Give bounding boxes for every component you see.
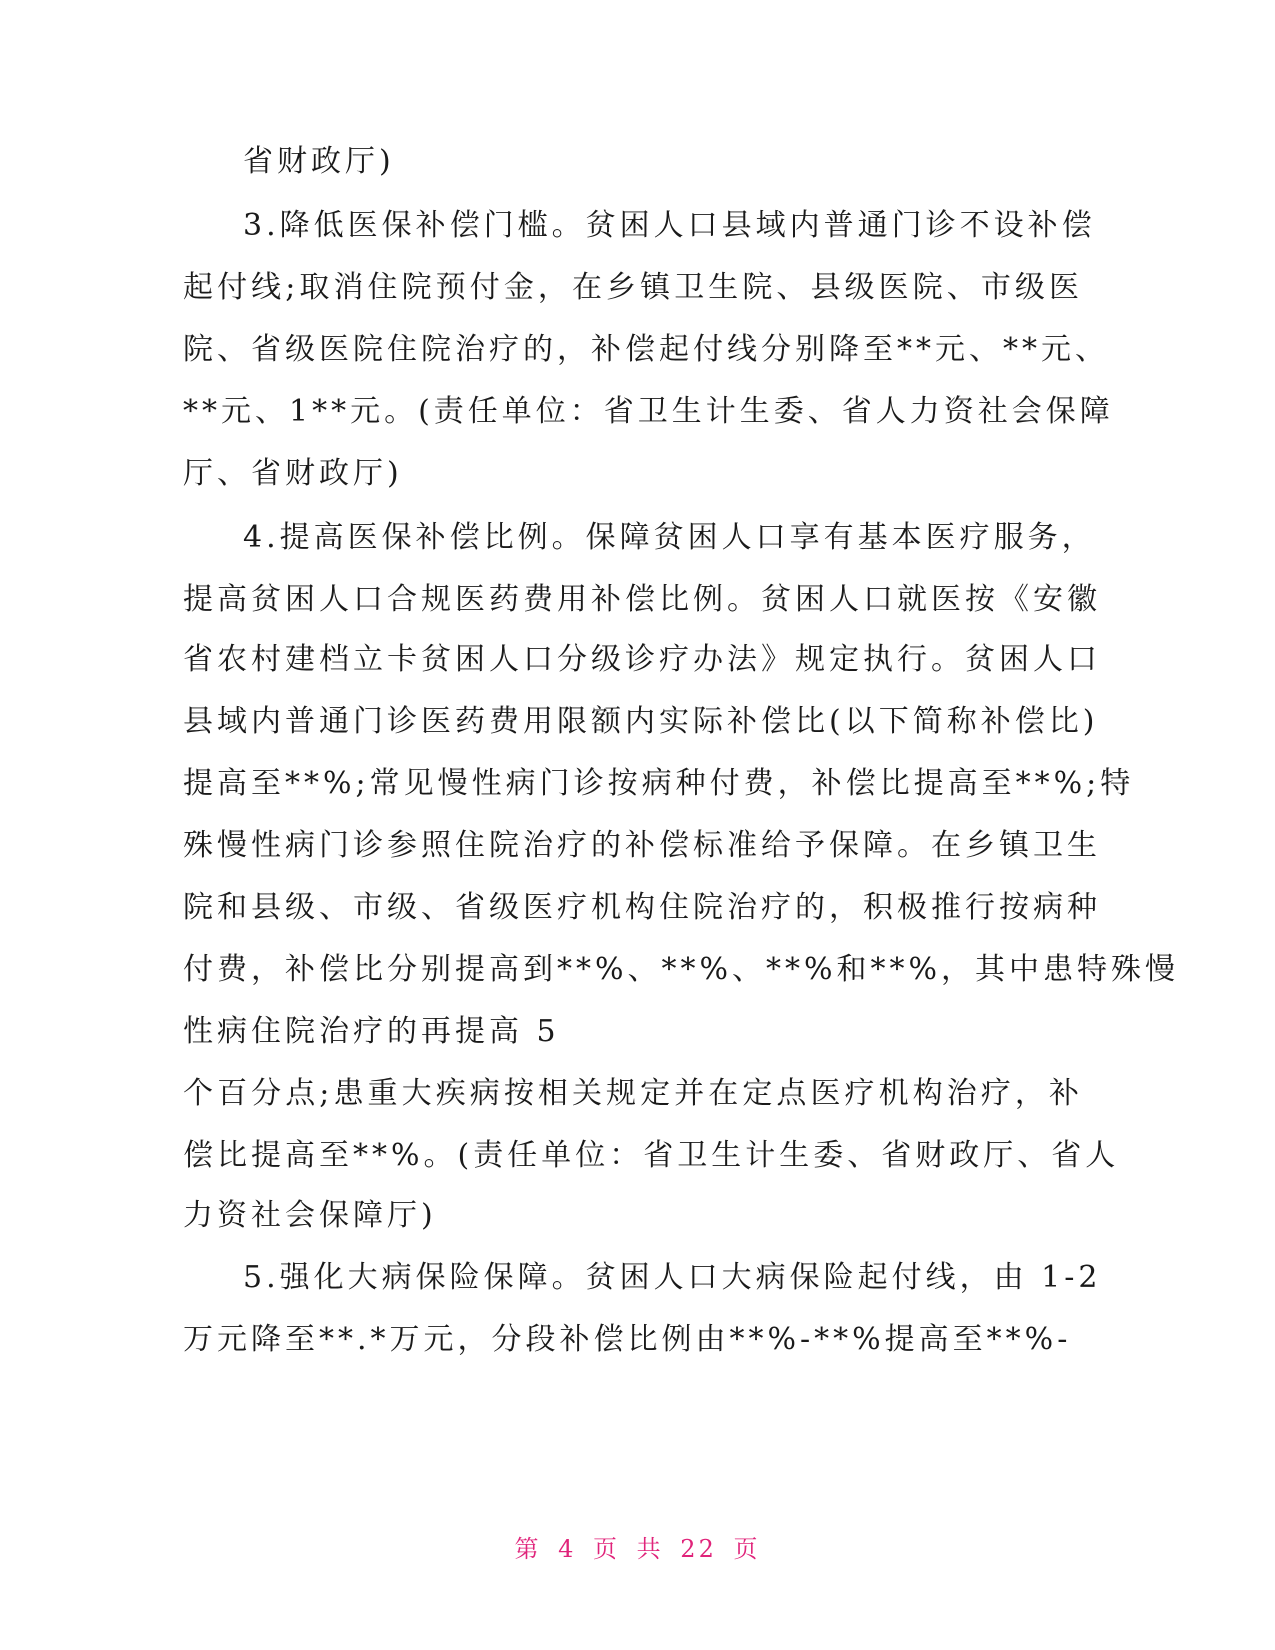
- text-line: 万元降至**.*万元，分段补偿比例由**%-**%提高至**%-: [183, 1322, 1072, 1357]
- text-line: 性病住院治疗的再提高 5: [183, 1014, 560, 1049]
- text-line: 偿比提高至**%。(责任单位：省卫生计生委、省财政厅、省人: [183, 1138, 1120, 1173]
- text-line: 殊慢性病门诊参照住院治疗的补偿标准给予保障。在乡镇卫生: [183, 828, 1101, 863]
- text-line: 院、省级医院住院治疗的，补偿起付线分别降至**元、**元、: [183, 332, 1109, 367]
- text-line: 院和县级、市级、省级医疗机构住院治疗的，积极推行按病种: [183, 890, 1101, 925]
- text-line: 个百分点;患重大疾病按相关规定并在定点医疗机构治疗，补: [183, 1076, 1083, 1111]
- text-line: 省农村建档立卡贫困人口分级诊疗办法》规定执行。贫困人口: [183, 642, 1101, 677]
- page-number-footer: 第 4 页 共 22 页: [514, 1535, 761, 1563]
- paragraph-3-heading-line: 3.降低医保补偿门槛。贫困人口县域内普通门诊不设补偿: [243, 208, 1096, 243]
- text-line: 提高至**%;常见慢性病门诊按病种付费，补偿比提高至**%;特: [183, 766, 1135, 801]
- paragraph-5-heading-line: 5.强化大病保险保障。贫困人口大病保险起付线，由 1-2: [243, 1260, 1102, 1295]
- text-line: 付费，补偿比分别提高到**%、**%、**%和**%，其中患特殊慢: [183, 952, 1180, 987]
- paragraph-4-heading-line: 4.提高医保补偿比例。保障贫困人口享有基本医疗服务，: [243, 520, 1096, 555]
- text-line: 省财政厅): [243, 144, 395, 179]
- text-line: **元、1**元。(责任单位：省卫生计生委、省人力资社会保障: [183, 394, 1114, 429]
- text-line: 力资社会保障厅): [183, 1198, 437, 1233]
- text-line: 县域内普通门诊医药费用限额内实际补偿比(以下简称补偿比): [183, 704, 1099, 739]
- text-line: 起付线;取消住院预付金，在乡镇卫生院、县级医院、市级医: [183, 270, 1083, 305]
- text-line: 厅、省财政厅): [183, 456, 403, 491]
- text-line: 提高贫困人口合规医药费用补偿比例。贫困人口就医按《安徽: [183, 582, 1101, 617]
